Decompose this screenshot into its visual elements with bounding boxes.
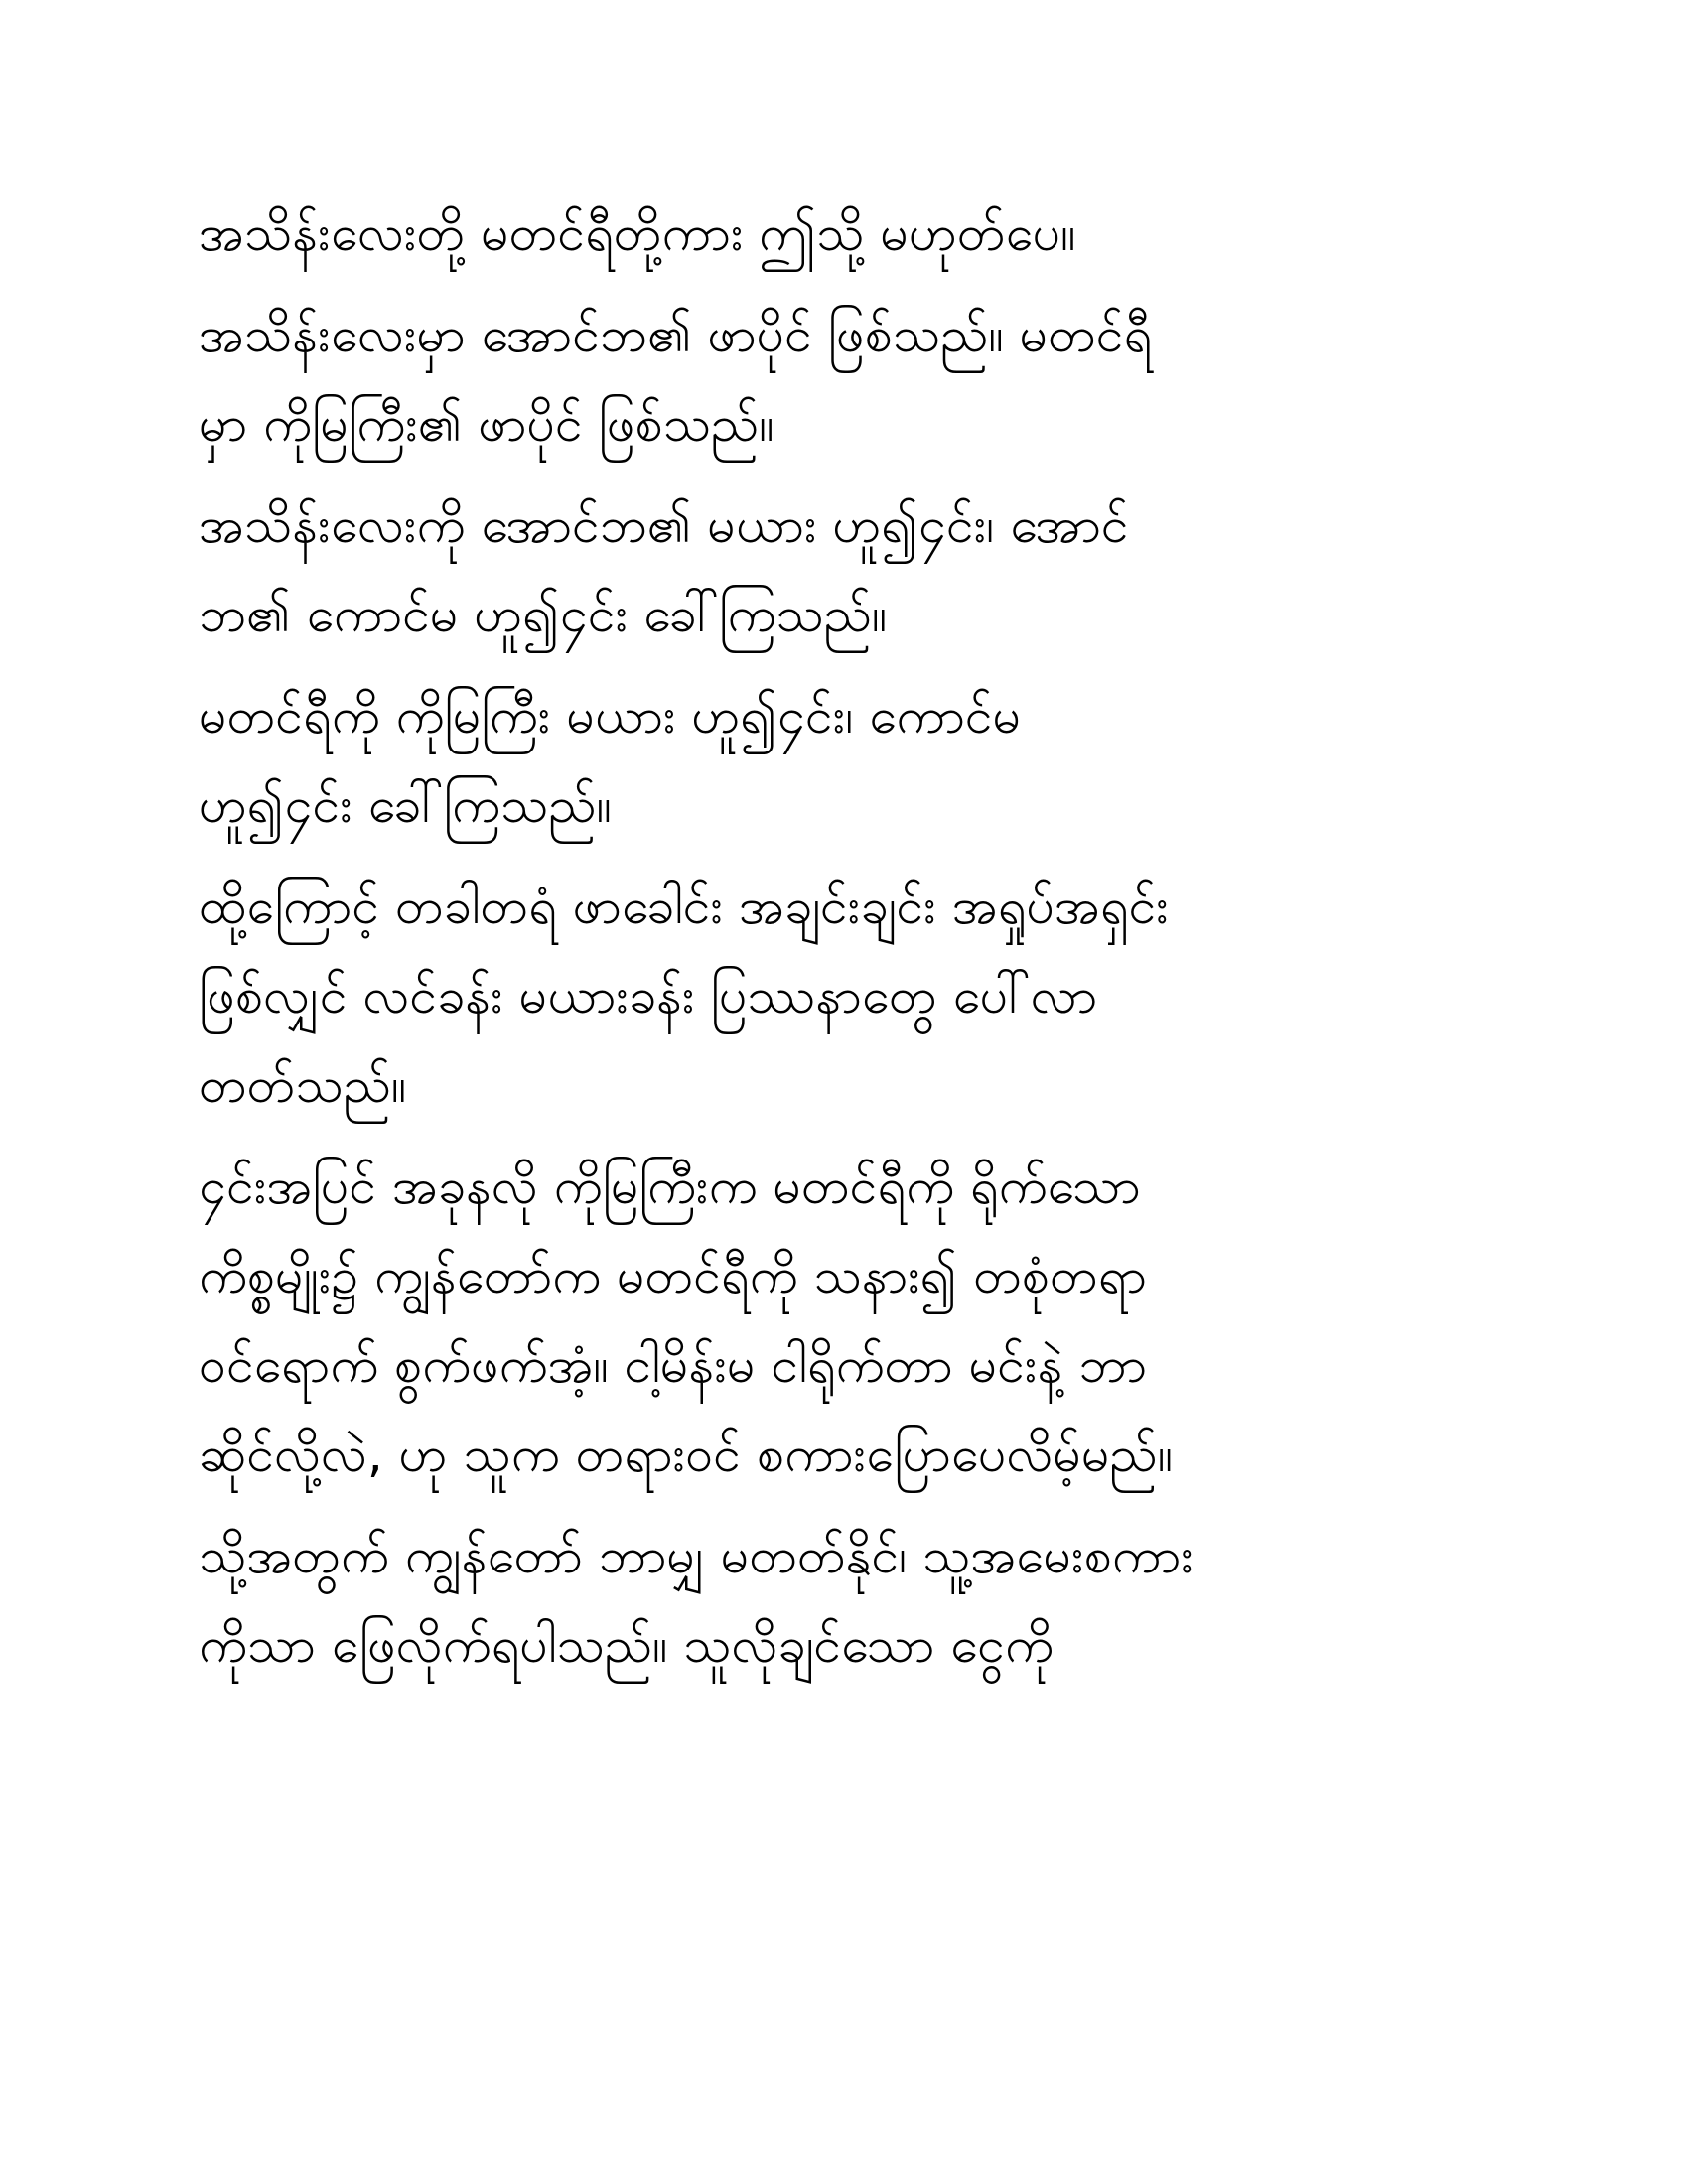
text-line: တတ်သည်။ (199, 1056, 407, 1114)
text-line: ကိုသာ ဖြေလိုက်ရပါသည်။ သူလိုချင်သော ငွေကို (199, 1616, 1054, 1674)
text-line: ဆိုင်လို့လဲ, ဟု သူက တရားဝင် စကားပြောပေလိမ့်မည်။ (199, 1426, 1173, 1483)
text-line: သို့အတွက် ကျွန်တော် ဘာမျှ မတတ်နိုင်၊ သူ့အမေးစကား (199, 1527, 1195, 1584)
paragraph-5 (199, 862, 1489, 1130)
body-text (199, 189, 1489, 1702)
paragraph-6 (199, 1142, 1489, 1499)
paragraph-4 (199, 671, 1489, 850)
text-line: ၄င်းအပြင် အခုနလို ကိုမြကြီးက မတင်ရီကို ရိုက်သော (199, 1158, 1141, 1215)
paragraph-7 (199, 1511, 1489, 1690)
text-line: ဖြစ်လျှင် လင်ခန်း မယားခန်း ပြဿနာတွေ ပေါ်လာ (199, 967, 1098, 1024)
text-line: ထို့ကြောင့် တခါတရံ ဖာခေါင်း အချင်းချင်း အရှုပ်အရှင်း (199, 878, 1170, 935)
text-line: ဟူ၍၄င်း ခေါ်ကြသည်။ (199, 776, 612, 834)
text-line: ဝင်ရောက် စွက်ဖက်အံ့။ ငါ့မိန်းမ ငါရိုက်တာ မင်းနဲ့ ဘာ (199, 1336, 1148, 1394)
text-line: ဘ၏ ကောင်မ ဟူ၍၄င်း ခေါ်ကြသည်။ (199, 586, 888, 643)
text-line: အသိန်းလေးကို အောင်ဘ၏ မယား ဟူ၍၄င်း၊ အောင် (199, 496, 1129, 554)
text-line: မတင်ရီကို ကိုမြကြီး မယား ဟူ၍၄င်း၊ ကောင်မ (199, 687, 1022, 745)
paragraph-3 (199, 480, 1489, 659)
text-line: ကိစ္စမျိုး၌ ကျွန်တော်က မတင်ရီကို သနား၍ တစုံတရာ (199, 1247, 1147, 1304)
paragraph-2 (199, 290, 1489, 469)
text-line: အသိန်းလေးတို့ မတင်ရီတို့ကား ဤသို့ မဟုတ်ပေ။ (199, 205, 1076, 262)
text-line: မှာ ကိုမြကြီး၏ ဖာပိုင် ဖြစ်သည်။ (199, 395, 774, 453)
text-line: အသိန်းလေးမှာ အောင်ဘ၏ ဖာပိုင် ဖြစ်သည်။ မတင်ရီ (199, 306, 1153, 363)
paragraph-1 (199, 189, 1489, 278)
